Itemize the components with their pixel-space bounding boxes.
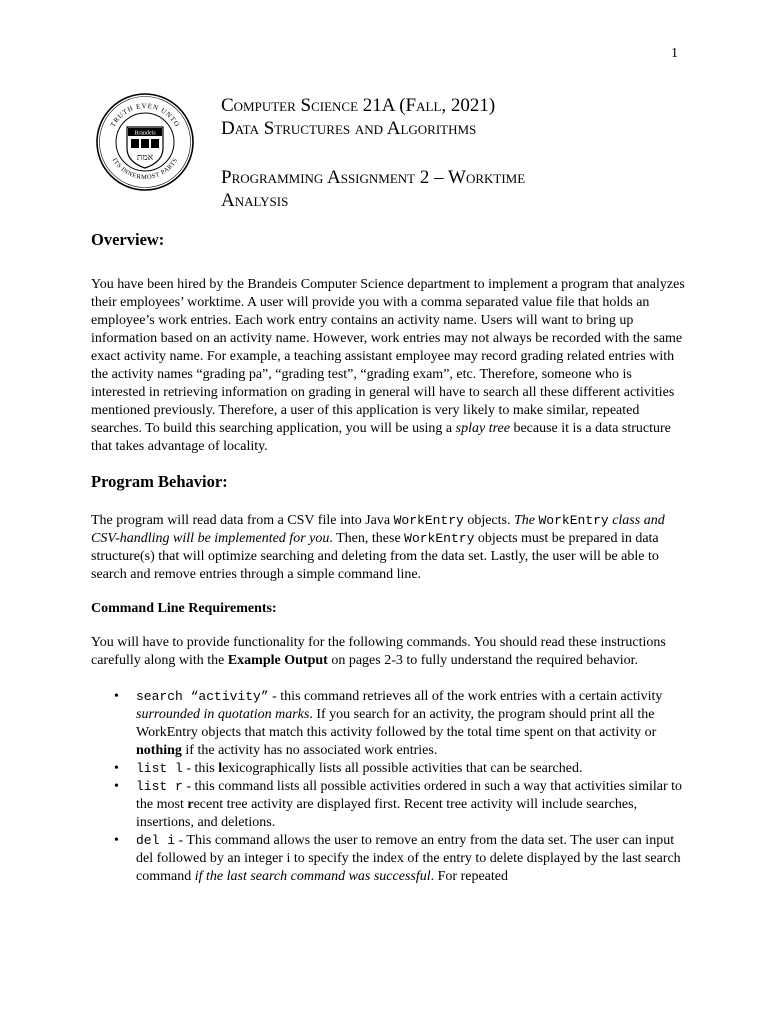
course-subtitle: Data Structures and Algorithms [221,118,477,139]
command-line-intro-paragraph: You will have to provide functionality for the following commands. You should read these instructions carefully along with the Example Output on pages 2-3 to fully understand the required behavior. [91,635,666,668]
command-item-list-l: • list l - this lexicographically lists all possible activities that can be searched. [114,761,583,776]
bullet-icon: • [114,689,119,704]
seal-banner-text: Brandeis [134,130,156,137]
program-behavior-paragraph: The program will read data from a CSV file into Java WorkEntry objects. The WorkEntry class and CSV-handling will be implemented for you. Then, these WorkEntry objects must be prepared in data structure(s) that will optimize searching and deleting from the data set. Lastly, the user will be able to search and remove entries through a simple command line. [91,513,665,582]
command-item-search: • search “activity” - this command retrieves all of the work entries with a certain activity surrounded in quotation marks. If you search for an activity, the program should print all the WorkEntry objects that match this activity followed by the total time spent on that activity or nothing if the activity has no associated work entries. [114,689,663,758]
course-title: Computer Science 21A (Fall, 2021) [221,95,496,116]
command-item-list-r: • list r - this command lists all possible activities ordered in such a way that activities similar to the most recent tree activity are displayed first. Recent tree activity will include searches, insertions, and deletions. [114,779,683,830]
command-item-del: • del i - This command allows the user to remove an entry from the data set. The user can input del followed by an integer i to specify the index of the entry to delete displayed by the last search command if the last search command was successful. For repeated [114,833,681,884]
brandeis-seal-logo [95,92,195,192]
document-header [221,94,701,212]
bullet-icon: • [114,779,119,794]
bullet-icon: • [114,761,119,776]
program-behavior-heading: Program Behavior: [91,472,228,491]
command-line-requirements-heading: Command Line Requirements: [91,601,277,616]
svg-text:TRUTH EVEN UNTO [109,102,181,129]
seal-ring-bottom-text: ITS INNERMOST PARTS [110,156,180,182]
bullet-icon: • [114,833,119,848]
overview-paragraph: You have been hired by the Brandeis Computer Science department to implement a program that analyzes their employees’ worktime. A user will provide you with a comma separated value file that holds an employee’s work entries. Each work entry contains an activity name. Users will want to bring up information based on an activity name. However, work entries may not always be recorded with the same exact activity name. For example, a teaching assistant employee may record grading related entries with the activity names “grading pa”, “grading test”, “grading exam”, etc. Therefore, someone who is interested in retrieving information on grading in general will have to search all these different activities mentioned previously. Therefore, a user of this application is very likely to make similar, repeated searches. To build this searching application, you will be using a splay tree because it is a data structure that takes advantage of locality. [91,277,685,454]
overview-heading: Overview: [91,230,165,249]
command-list [91,688,685,886]
seal-ring-top-text: TRUTH EVEN UNTO [108,101,182,129]
seal-hebrew-text: אמת [136,153,154,163]
document-body [91,230,685,886]
assignment-title-line-1: Programming Assignment 2 – Worktime [221,167,526,188]
page-number: 1 [671,46,678,61]
assignment-title-line-2: Analysis [221,190,289,211]
